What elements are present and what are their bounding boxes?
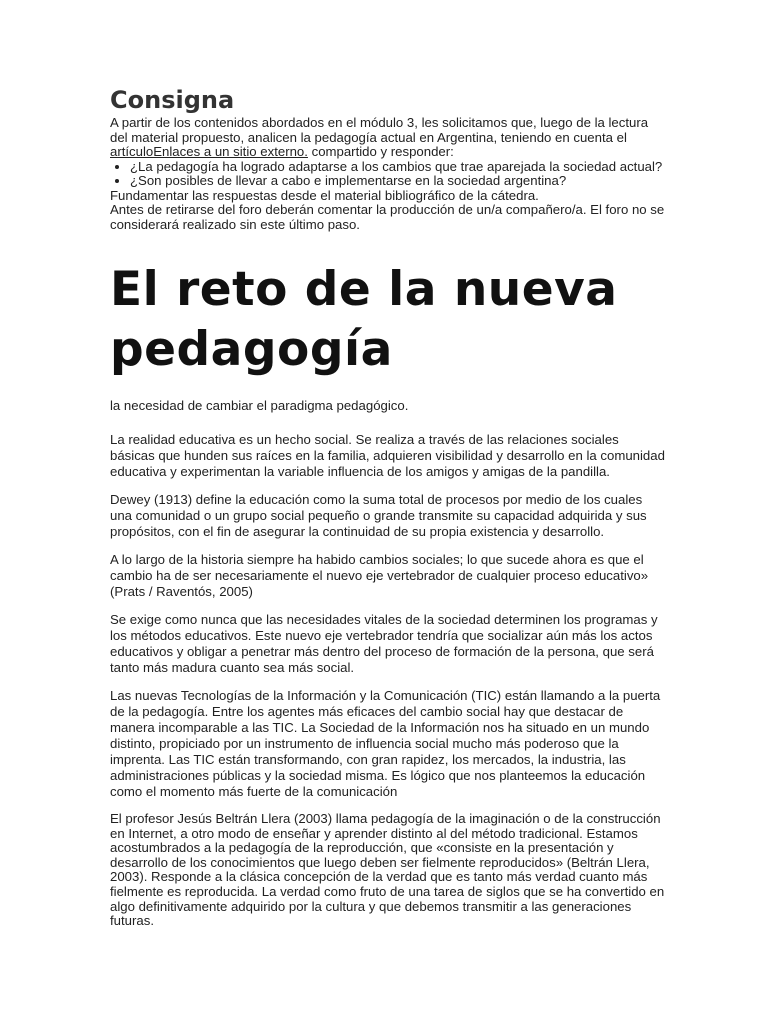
- article-paragraph: Se exige como nunca que las necesidades vitales de la sociedad determinen los programas y los métodos educativos. Este nuevo eje vertebrador tendría que socializar aún más los actos educativos y obligar a penetrar más dentro del proceso de formación de la persona, que será tanto más madura cuanto sea más social.: [110, 612, 658, 675]
- consigna-fundamentar: Fundamentar las respuestas desde el material bibliográfico de la cátedra.: [110, 187, 539, 203]
- consigna-antes: Antes de retirarse del foro deberán comentar la producción de un/a compañero/a. El foro no se considerará realizado sin este último paso.: [110, 202, 665, 232]
- article-title: El reto de la nueva pedagogía: [110, 262, 618, 377]
- consigna-intro: [110, 116, 665, 160]
- document-page: [110, 84, 665, 929]
- question-list: [110, 160, 665, 189]
- consigna-intro-tail: compartido y responder:: [307, 144, 454, 159]
- article-paragraph: El profesor Jesús Beltrán Llera (2003) llama pedagogía de la imaginación o de la construcción en Internet, a otro modo de enseñar y aprender distinto al del método tradicional. Estamos acostumbrados a la pedagogía de la reproducción, que «consiste en la presentación y desarrollo de los conocimientos que luego deben ser fielmente reproducidos» (Beltrán Llera, 2003). Responde a la clásica concepción de la verdad que es tanto más verdad cuanto más fielmente es reproducida. La verdad como fruto de una tarea de siglos que se ha convertido en algo definitivamente adquirido por la cultura y que debemos transmitir a las generaciones futuras.: [110, 811, 665, 929]
- question-item: • ¿La pedagogía ha logrado adaptarse a los cambios que trae aparejada la sociedad actual?: [130, 160, 665, 175]
- article-paragraph: A lo largo de la historia siempre ha habido cambios sociales; lo que sucede ahora es que el cambio ha de ser necesariamente el nuevo eje vertebrador de cualquier proceso educativo» (Prats / Raventós, 2005): [110, 552, 649, 599]
- article-subtitle: la necesidad de cambiar el paradigma pedagógico.: [110, 398, 409, 413]
- question-item: • ¿Son posibles de llevar a cabo e implementarse en la sociedad argentina?: [130, 174, 665, 189]
- article-paragraph: La realidad educativa es un hecho social. Se realiza a través de las relaciones sociales básicas que hunden sus raíces en la familia, adquieren visibilidad y desarrollo en la comunidad educativa y experimentan la variable influencia de los amigos y amigas de la pandilla.: [110, 432, 665, 479]
- article-paragraph: Dewey (1913) define la educación como la suma total de procesos por medio de los cuales una comunidad o un grupo social pequeño o grande transmite su capacidad adquirida y sus propósitos, con el fin de asegurar la continuidad de su propia existencia y desarrollo.: [110, 492, 647, 539]
- article-link[interactable]: artículoEnlaces a un sitio externo.: [110, 144, 308, 159]
- consigna-section: [110, 84, 665, 232]
- article-paragraph: Las nuevas Tecnologías de la Información y la Comunicación (TIC) están llamando a la puerta de la pedagogía. Entre los agentes más eficaces del cambio social hay que destacar de manera incomparable a las TIC. La Sociedad de la Información nos ha situado en un mundo distinto, propiciado por un instrumento de influencia social mucho más poderoso que la imprenta. Las TIC están transformando, con gran rapidez, los mercados, la industria, las administraciones públicas y la sociedad misma. Es lógico que nos planteemos la educación como el momento más fuerte de la comunicación: [110, 688, 661, 799]
- article-body: [110, 398, 665, 929]
- consigna-intro-text: A partir de los contenidos abordados en el módulo 3, les solicitamos que, luego de la lectura del material propuesto, analicen la pedagogía actual en Argentina, teniendo en cuenta el: [110, 115, 649, 145]
- consigna-heading: Consigna: [110, 86, 235, 114]
